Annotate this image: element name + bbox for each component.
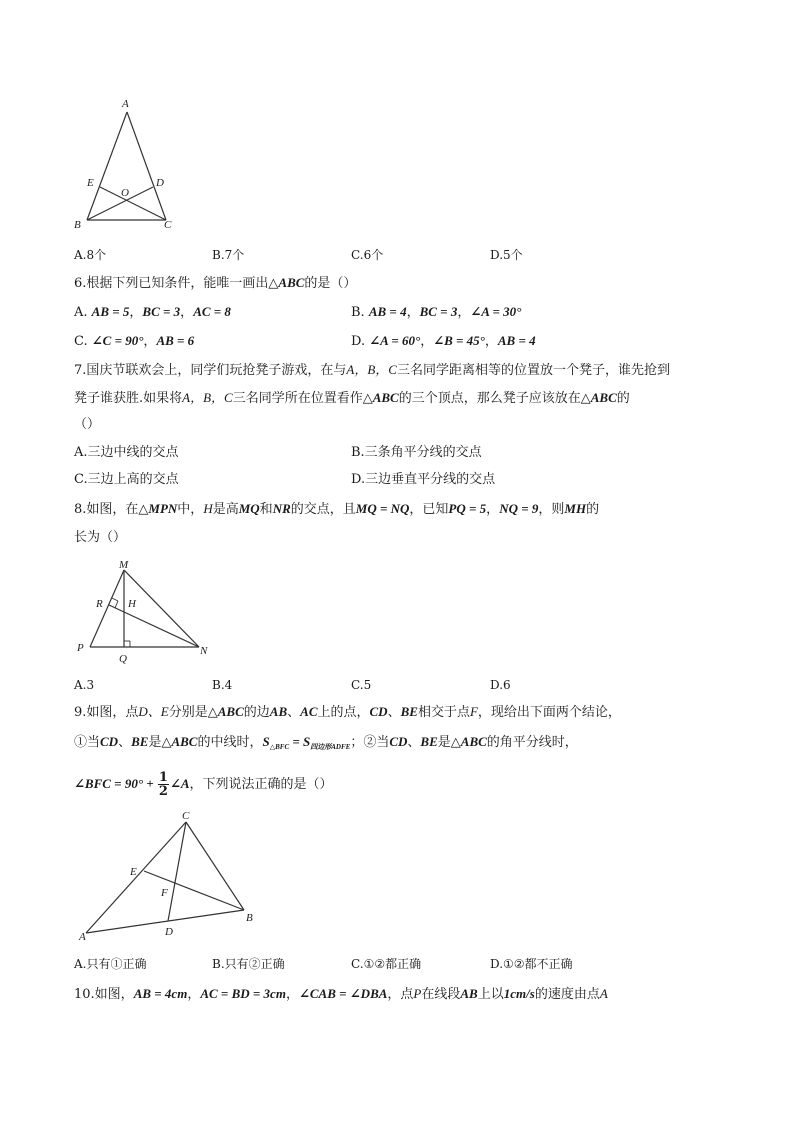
q9-option-b: B.只有②正确: [212, 957, 285, 971]
label-D: D: [165, 926, 173, 938]
q9-option-c: C.①②都正确: [351, 957, 422, 971]
label-C: C: [182, 810, 190, 822]
figure-triangle-MPN: [72, 558, 222, 668]
q9-line-2: ①当CD、BE是△ABC的中线时，$S_{\triangle BFC} = S_{四边形ADFE}$；②当CD、BE是△ABC的角平分线时，: [74, 734, 578, 751]
label-E: E: [87, 177, 94, 189]
edge-AB: [87, 112, 127, 220]
q5-option-c: C.6个: [351, 248, 384, 262]
q8-line-1: 8.如图，在△MPN中，H是高MQ和NR的交点，且MQ = NQ，已知PQ = 5，NQ = 9，则MH的: [74, 501, 600, 517]
q7-option-c: C.三边上高的交点: [74, 472, 179, 487]
right-angle-mark-R-2: [115, 601, 118, 608]
q6-option-d: D. ∠A = 60°，∠B = 45°，AB = 4: [351, 333, 536, 349]
q7-option-a: A.三边中线的交点: [74, 445, 179, 460]
q7-option-b: B.三条角平分线的交点: [351, 445, 482, 460]
label-F: F: [161, 887, 168, 899]
edge-CB: [186, 822, 244, 910]
q8-option-a: A.3: [74, 678, 95, 692]
label-O: O: [121, 187, 129, 199]
fraction-one-half: $\frac{1}{2}$: [158, 770, 168, 799]
label-R: R: [96, 598, 103, 610]
q6-option-c: C. ∠C = 90°，AB = 6: [74, 333, 195, 349]
q6-option-a: A. AB = 5，BC = 3，AC = 8: [74, 304, 231, 320]
q6-stem: 6.根据下列已知条件，能唯一画出△ABC的是（）: [74, 275, 357, 291]
q7-line-2: 凳子谁获胜.如果将A，B，C三名同学所在位置看作△ABC的三个顶点，那么凳子应该放在△ABC的: [74, 390, 630, 406]
right-angle-mark-R-1: [112, 598, 118, 601]
q5-option-b: B.7个: [212, 248, 245, 262]
label-Q: Q: [119, 653, 127, 665]
label-D: D: [156, 177, 164, 189]
figure-triangle-ABC-cevians: [72, 808, 272, 948]
label-E: E: [130, 866, 137, 878]
q8-option-d: D.6: [490, 678, 511, 692]
label-C: C: [164, 219, 172, 231]
label-H: H: [128, 598, 136, 610]
label-M: M: [119, 559, 129, 571]
label-B: B: [246, 912, 253, 924]
q9-line-3: ∠BFC = 90° + $\frac{1}{2}$ ∠A，下列说法正确的是（）: [74, 770, 333, 799]
q6-option-b: B. AB = 4，BC = 3，∠A = 30°: [351, 304, 522, 320]
q9-option-d: D.①②都不正确: [490, 957, 573, 971]
segment-CD: [168, 822, 186, 921]
label-A: A: [79, 931, 86, 943]
label-P: P: [77, 642, 84, 654]
q10-line-1: 10.如图，AB = 4cm，AC = BD = 3cm，∠CAB = ∠DBA，点P在线段AB上以1cm/s的速度由点A: [74, 986, 608, 1002]
figure-isosceles-triangle: [70, 95, 190, 235]
q7-line-1: 7.国庆节联欢会上，同学们玩抢凳子游戏，在与A，B，C三名同学距离相等的位置放一个凳子，谁先抢到: [74, 362, 670, 378]
altitude-NR: [109, 605, 199, 647]
label-N: N: [200, 645, 208, 657]
segment-BE: [144, 871, 244, 910]
q5-option-d: D.5个: [490, 248, 523, 262]
q8-option-b: B.4: [212, 678, 233, 692]
q8-option-c: C.5: [351, 678, 372, 692]
label-A: A: [122, 98, 129, 110]
q7-line-3: （）: [74, 417, 101, 432]
q8-line-2: 长为（）: [74, 530, 127, 545]
q9-line-1: 9.如图，点D、E分别是△ABC的边AB、AC上的点，CD、BE相交于点F，现给出下面两个结论，: [74, 704, 621, 720]
label-B: B: [74, 219, 81, 231]
q9-option-a: A.只有①正确: [74, 957, 147, 971]
q7-option-d: D.三边垂直平分线的交点: [351, 472, 496, 487]
q5-option-a: A.8个: [74, 248, 107, 262]
